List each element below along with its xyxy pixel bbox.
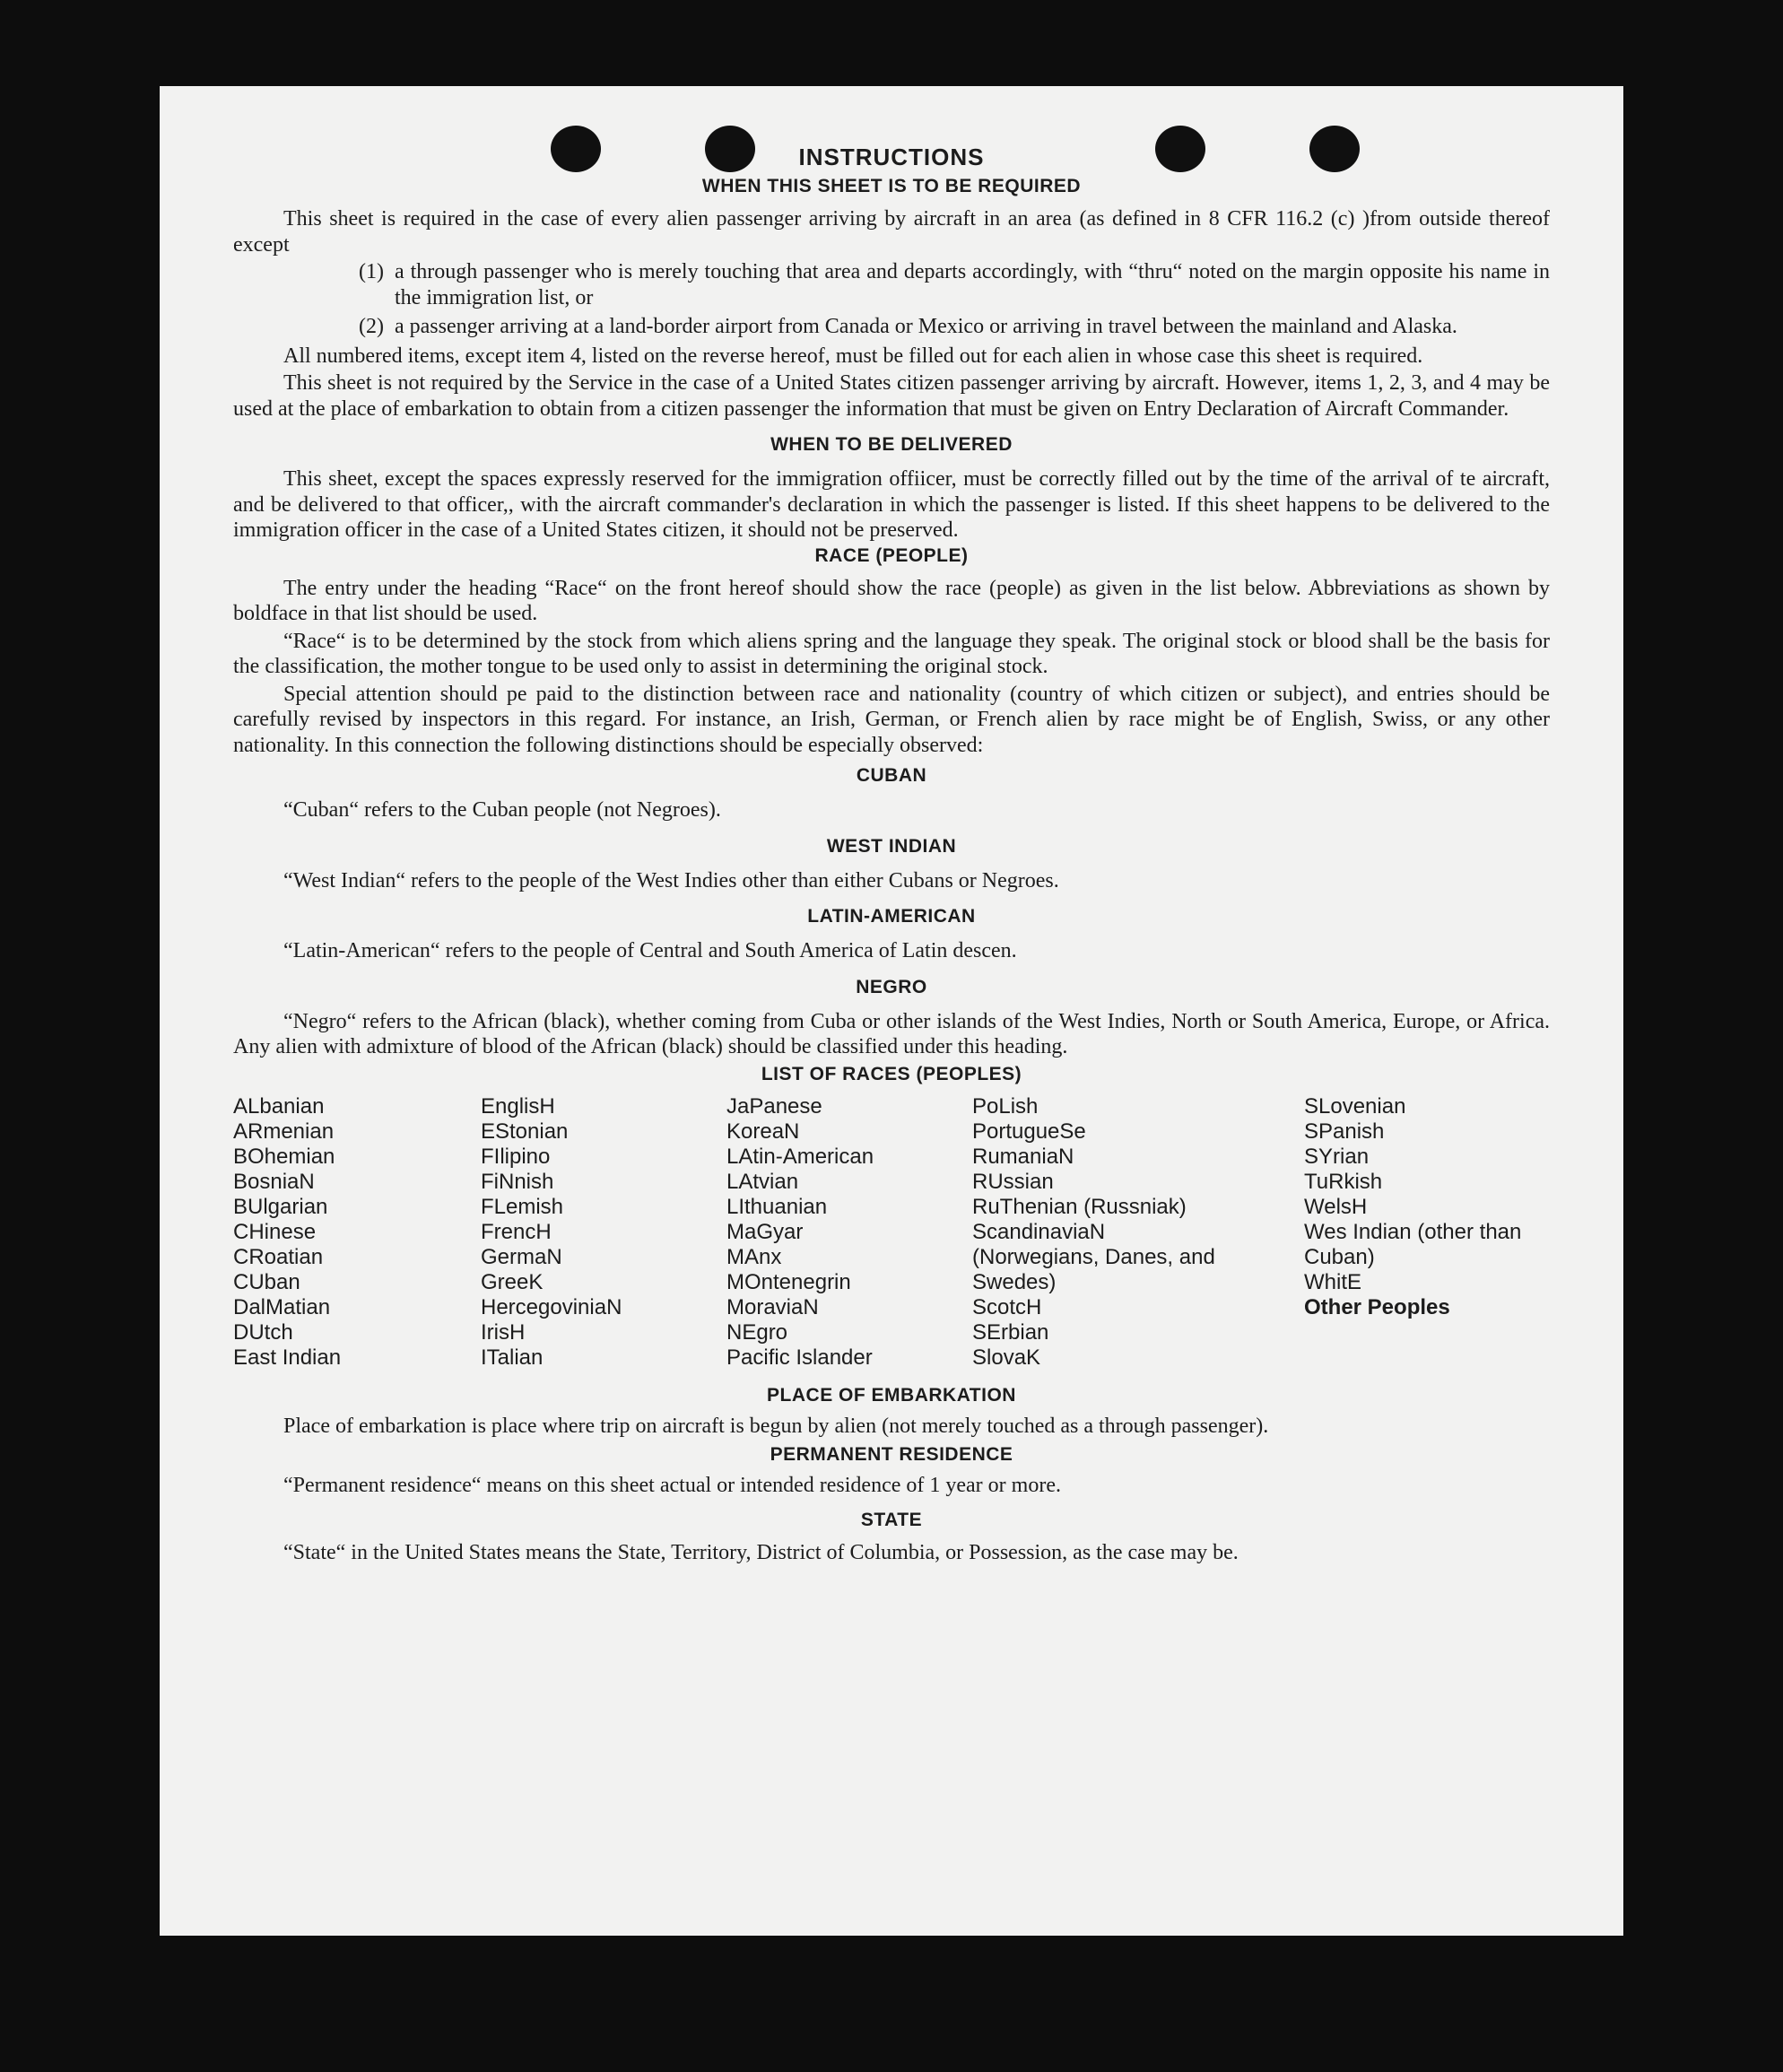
race-column	[726, 1094, 972, 1371]
item-text: a passenger arriving at a land-border airport from Canada or Mexico or arriving in travel between the mainland and Alaska.	[395, 315, 1457, 338]
paragraph: Special attention should pe paid to the distinction between race and nationality (country of which citizen or subject), and entries should be carefully revised by inspectors in this regard. For instance, an Irish, German, or French alien by race might be of English, Swiss, or any other nationality. In this connection the following distinctions should be especially observed:	[233, 682, 1550, 757]
race-list	[233, 1094, 1550, 1371]
paragraph: “Race“ is to be determined by the stock from which aliens spring and the language they speak. The original stock or blood shall be the basis for the classification, the mother tongue to be used only to assist in determining the original stock.	[233, 629, 1550, 678]
race-column	[233, 1094, 481, 1371]
race-entry: RUssian	[972, 1169, 1054, 1194]
race-entry: ScandinaviaN (Norwegians, Danes, and Swedes)	[972, 1219, 1215, 1294]
paragraph: “Negro“ refers to the African (black), whether coming from Cuba or other islands of the West Indies, North or South America, Europe, or Africa. Any alien with admixture of blood of the African (black) should be classified under this heading.	[233, 1009, 1550, 1058]
race-entry: SlovaK	[972, 1345, 1041, 1370]
race-entry: IrisH	[481, 1319, 526, 1345]
paragraph: “West Indian“ refers to the people of the West Indies other than either Cubans or Negroes.	[283, 868, 1059, 892]
numbered-item	[359, 259, 1550, 310]
heading-required: WHEN THIS SHEET IS TO BE REQUIRED	[701, 176, 1082, 196]
race-entry: ITalian	[481, 1345, 544, 1370]
race-entry: MAnx	[726, 1244, 782, 1269]
race-entry: MOntenegrin	[726, 1269, 851, 1294]
race-entry: MoraviaN	[726, 1294, 819, 1319]
race-column	[481, 1094, 726, 1371]
race-column	[972, 1094, 1304, 1371]
race-entry: SErbian	[972, 1319, 1049, 1345]
numbered-item	[359, 314, 1550, 340]
race-entry: HercegoviniaN	[481, 1294, 622, 1319]
race-entry: CUban	[233, 1269, 300, 1294]
race-entry: Wes Indian (other than Cuban)	[1304, 1219, 1522, 1269]
race-entry: FrencH	[481, 1219, 552, 1244]
race-entry: LIthuanian	[726, 1194, 828, 1219]
race-entry: BOhemian	[233, 1144, 335, 1169]
race-entry: MaGyar	[726, 1219, 804, 1244]
paragraph: Place of embarkation is place where trip on aircraft is begun by alien (not merely touched as a through passenger).	[283, 1414, 1269, 1438]
race-entry: Pacific Islander	[726, 1345, 873, 1370]
race-entry: NEgro	[726, 1319, 788, 1345]
race-entry: GermaN	[481, 1244, 562, 1269]
item-number: (1)	[359, 260, 384, 283]
heading-list-of-races: LIST OF RACES (PEOPLES)	[761, 1063, 1022, 1084]
race-entry: SPanish	[1304, 1119, 1385, 1144]
race-entry: EStonian	[481, 1119, 569, 1144]
form-sheet	[160, 86, 1623, 1936]
heading-embarkation: PLACE OF EMBARKATION	[767, 1384, 1016, 1406]
heading-west-indian: WEST INDIAN	[826, 835, 957, 857]
page-title: INSTRUCTIONS	[798, 144, 985, 170]
race-entry: WhitE	[1304, 1269, 1362, 1294]
race-entry: East Indian	[233, 1345, 342, 1370]
race-entry: GreeK	[481, 1269, 544, 1294]
paragraph: “Permanent residence“ means on this sheet actual or intended residence of 1 year or more.	[283, 1474, 1061, 1497]
race-entry: PortugueSe	[972, 1119, 1086, 1144]
paragraph: “State“ in the United States means the State, Territory, District of Columbia, or Possession, as the case may be.	[283, 1540, 1239, 1564]
paragraph: “Latin-American“ refers to the people of Central and South America of Latin descen.	[283, 939, 1017, 962]
race-entry: JaPanese	[726, 1093, 822, 1119]
race-entry: RumaniaN	[972, 1144, 1074, 1169]
heading-negro: NEGRO	[856, 976, 927, 997]
heading-delivered: WHEN TO BE DELIVERED	[770, 434, 1013, 455]
item-number: (2)	[359, 315, 384, 338]
race-entry: FLemish	[481, 1194, 564, 1219]
heading-cuban: CUBAN	[856, 765, 927, 786]
race-entry: SYrian	[1304, 1144, 1370, 1169]
race-entry: CHinese	[233, 1219, 317, 1244]
race-entry: DUtch	[233, 1319, 293, 1345]
race-entry: KoreaN	[726, 1119, 800, 1144]
heading-race: RACE (PEOPLE)	[814, 544, 969, 566]
race-entry: DalMatian	[233, 1294, 331, 1319]
race-entry: PoLish	[972, 1093, 1039, 1119]
race-entry: CRoatian	[233, 1244, 324, 1269]
race-entry: BUlgarian	[233, 1194, 328, 1219]
race-entry: Other Peoples	[1304, 1294, 1450, 1319]
paragraph: “Cuban“ refers to the Cuban people (not Negroes).	[283, 798, 721, 822]
heading-residence: PERMANENT RESIDENCE	[770, 1444, 1013, 1465]
race-entry: FiNnish	[481, 1169, 554, 1194]
race-entry: LAtin-American	[726, 1144, 874, 1169]
race-entry: RuThenian (Russniak)	[972, 1194, 1187, 1219]
race-column	[1304, 1094, 1550, 1371]
race-entry: LAtvian	[726, 1169, 799, 1194]
instructions-content	[233, 142, 1550, 1565]
paragraph: This sheet is required in the case of every alien passenger arriving by aircraft in an area (as defined in 8 CFR 116.2 (c) )from outside thereof except	[233, 207, 1550, 257]
race-entry: EnglisH	[481, 1093, 555, 1119]
race-entry: BosniaN	[233, 1169, 315, 1194]
race-entry: TuRkish	[1304, 1169, 1383, 1194]
race-entry: SLovenian	[1304, 1093, 1406, 1119]
race-entry: WelsH	[1304, 1194, 1368, 1219]
heading-state: STATE	[860, 1509, 923, 1530]
paragraph: The entry under the heading “Race“ on the front hereof should show the race (people) as given in the list below. Abbreviations as shown by boldface in that list should be used.	[233, 576, 1550, 625]
race-entry: ALbanian	[233, 1093, 325, 1119]
race-entry: ARmenian	[233, 1119, 335, 1144]
heading-latin-american: LATIN-AMERICAN	[807, 906, 976, 927]
item-text: a through passenger who is merely touching that area and departs accordingly, with “thru“ noted on the margin opposite his name in the immigration list, or	[395, 260, 1550, 309]
paragraph: All numbered items, except item 4, listed on the reverse hereof, must be filled out for each alien in whose case this sheet is required.	[283, 344, 1423, 368]
paragraph: This sheet, except the spaces expressly reserved for the immigration offiicer, must be correctly filled out by the time of the arrival of te aircraft, and be delivered to that officer,, with the aircraft commander's declaration in which the passenger is listed. If this sheet happens to be delivered to the immigration officer in the case of a United States citizen, it should not be preserved.	[233, 467, 1550, 542]
race-entry: FIlipino	[481, 1144, 551, 1169]
race-entry: ScotcH	[972, 1294, 1042, 1319]
paragraph: This sheet is not required by the Service in the case of a United States citizen passenger arriving by aircraft. However, items 1, 2, 3, and 4 may be used at the place of embarkation to obtain from a citizen passenger the information that must be given on Entry Declaration of Aircraft Commander.	[233, 371, 1550, 421]
